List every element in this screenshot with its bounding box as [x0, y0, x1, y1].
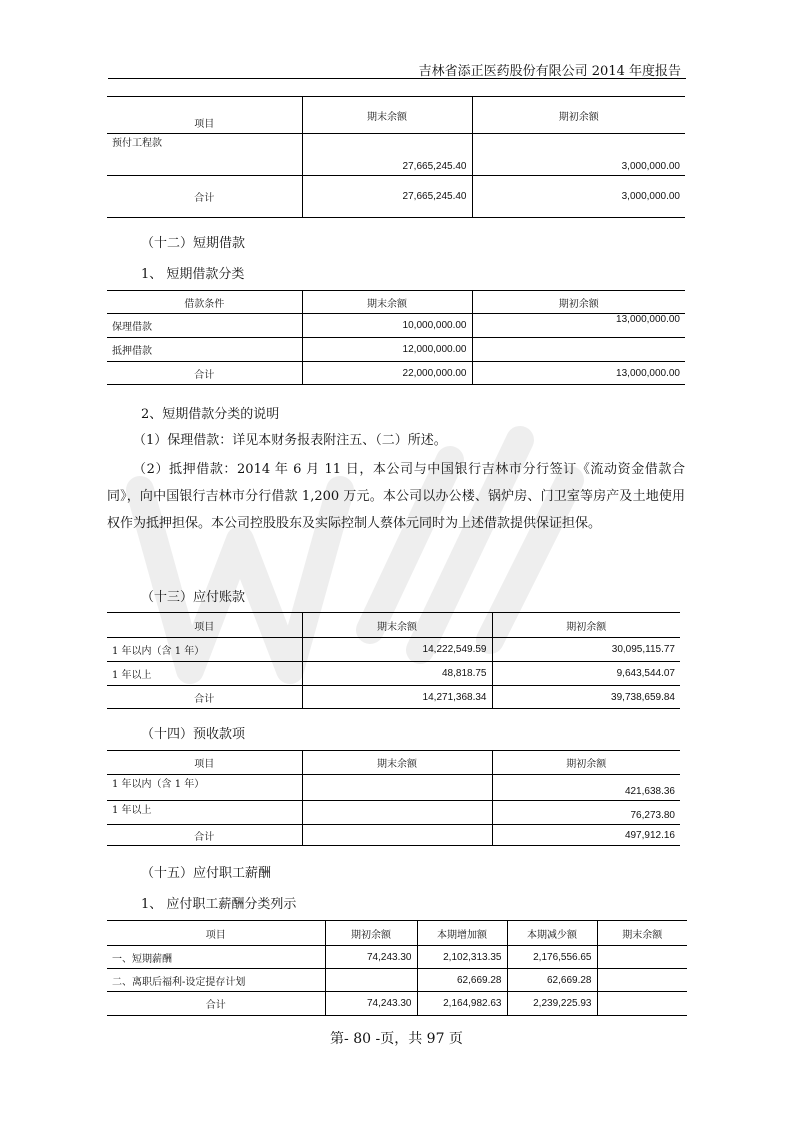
- cell-value: 27,665,245.40: [302, 134, 472, 176]
- table-row: [107, 969, 687, 992]
- col-header-end-balance: 期末余额: [302, 751, 492, 775]
- row-label: 一、短期薪酬: [107, 946, 325, 969]
- section-12-sub1: 1、 短期借款分类: [141, 267, 245, 282]
- cell-value: [597, 969, 687, 992]
- row-label: 预付工程款: [107, 134, 302, 176]
- cell-value: [472, 338, 685, 362]
- section-13-title: （十三）应付账款: [141, 590, 246, 605]
- cell-value: [325, 969, 417, 992]
- cell-value: 14,271,368.34: [302, 686, 492, 709]
- cell-value: 39,738,659.84: [492, 686, 680, 709]
- section-15-title: （十五）应付职工薪酬: [141, 866, 272, 881]
- cell-value: 13,000,000.00: [472, 362, 685, 385]
- cell-value: 74,243.30: [325, 992, 417, 1016]
- row-label: 合计: [107, 992, 325, 1016]
- row-label: 1 年以上: [107, 662, 302, 686]
- row-label: 合计: [107, 362, 302, 385]
- cell-value: 10,000,000.00: [302, 314, 472, 338]
- loans-table: [107, 290, 685, 385]
- cell-value: 3,000,000.00: [472, 134, 685, 176]
- col-header-end-balance: 期末余额: [597, 921, 687, 946]
- table-row: [107, 775, 680, 801]
- cell-value: 62,669.28: [507, 969, 597, 992]
- payables-table: [107, 612, 680, 709]
- report-header: 吉林省添正医药股份有限公司 2014 年度报告: [418, 64, 681, 79]
- table-row: [107, 801, 680, 825]
- table-row-total: [107, 362, 685, 385]
- table-row-total: [107, 686, 680, 709]
- loan-note-mortgage: （2）抵押借款：2014 年 6 月 11 日，本公司与中国银行吉林市分行签订《流动资金借款合同》，向中国银行吉林市分行借款 1,200 万元。本公司以办公楼、锅炉房、门卫室等房产及土地使用权作为抵押担保。本公司控股股东及实际控制人蔡体元同时为上述借款提供保证担保。: [107, 462, 685, 531]
- row-label: 保理借款: [107, 314, 302, 338]
- header-rule: [108, 78, 686, 79]
- col-header-begin-balance: 期初余额: [472, 97, 685, 134]
- cell-value: 30,095,115.77: [492, 638, 680, 662]
- table-row: [107, 314, 685, 338]
- col-header-begin-balance: 期初余额: [472, 291, 685, 314]
- section-14-title: （十四）预收款项: [141, 727, 246, 742]
- col-header-begin-balance: 期初余额: [325, 921, 417, 946]
- col-header-condition: 借款条件: [107, 291, 302, 314]
- col-header-item: 项目: [107, 921, 325, 946]
- section-12-title: （十二）短期借款: [141, 236, 246, 251]
- cell-value: 2,176,556.65: [507, 946, 597, 969]
- cell-value: [302, 825, 492, 846]
- cell-value: 2,239,225.93: [507, 992, 597, 1016]
- cell-value: 2,164,982.63: [417, 992, 507, 1016]
- cell-value: 12,000,000.00: [302, 338, 472, 362]
- table-row: [107, 134, 685, 176]
- row-label: 合计: [107, 686, 302, 709]
- col-header-item: 项目: [107, 97, 302, 134]
- cell-value: 13,000,000.00: [472, 314, 685, 338]
- cell-value: 2,102,313.35: [417, 946, 507, 969]
- table-row-total: [107, 992, 687, 1016]
- col-header-increase: 本期增加额: [417, 921, 507, 946]
- row-label: 二、离职后福利-设定提存计划: [107, 969, 325, 992]
- row-label: 抵押借款: [107, 338, 302, 362]
- cell-value: 22,000,000.00: [302, 362, 472, 385]
- cell-value: [597, 946, 687, 969]
- page-footer: 第- 80 -页，共 97 页: [330, 1031, 463, 1047]
- col-header-begin-balance: 期初余额: [492, 751, 680, 775]
- table-row-total: [107, 176, 685, 218]
- cell-value: 3,000,000.00: [472, 176, 685, 218]
- row-label: 合计: [107, 176, 302, 218]
- table-row: [107, 662, 680, 686]
- loan-note-factoring: （1）保理借款：详见本财务报表附注五、（二）所述。: [133, 433, 447, 448]
- advances-table: [107, 750, 680, 846]
- table-row: [107, 946, 687, 969]
- cell-value: 48,818.75: [302, 662, 492, 686]
- col-header-end-balance: 期末余额: [302, 613, 492, 638]
- table-row: [107, 638, 680, 662]
- section-15-sub1: 1、 应付职工薪酬分类列示: [141, 897, 297, 912]
- col-header-item: 项目: [107, 613, 302, 638]
- cell-value: 14,222,549.59: [302, 638, 492, 662]
- col-header-end-balance: 期末余额: [302, 97, 472, 134]
- cell-value: 497,912.16: [492, 825, 680, 846]
- cell-value: 421,638.36: [492, 775, 680, 801]
- col-header-begin-balance: 期初余额: [492, 613, 680, 638]
- row-label: 合计: [107, 825, 302, 846]
- cell-value: 76,273.80: [492, 801, 680, 825]
- cell-value: [597, 992, 687, 1016]
- row-label: 1 年以上: [107, 801, 302, 825]
- salary-table: [107, 920, 687, 1016]
- cell-value: [302, 801, 492, 825]
- cell-value: 74,243.30: [325, 946, 417, 969]
- cell-value: 62,669.28: [417, 969, 507, 992]
- table-row: [107, 338, 685, 362]
- col-header-decrease: 本期减少额: [507, 921, 597, 946]
- col-header-end-balance: 期末余额: [302, 291, 472, 314]
- row-label: 1 年以内（含 1 年）: [107, 775, 302, 801]
- cell-value: 9,643,544.07: [492, 662, 680, 686]
- cell-value: [302, 775, 492, 801]
- loan-notes-title: 2、短期借款分类的说明: [141, 407, 280, 422]
- row-label: 1 年以内（含 1 年）: [107, 638, 302, 662]
- col-header-item: 项目: [107, 751, 302, 775]
- prepaid-table: [107, 96, 685, 218]
- cell-value: 27,665,245.40: [302, 176, 472, 218]
- table-row-total: [107, 825, 680, 846]
